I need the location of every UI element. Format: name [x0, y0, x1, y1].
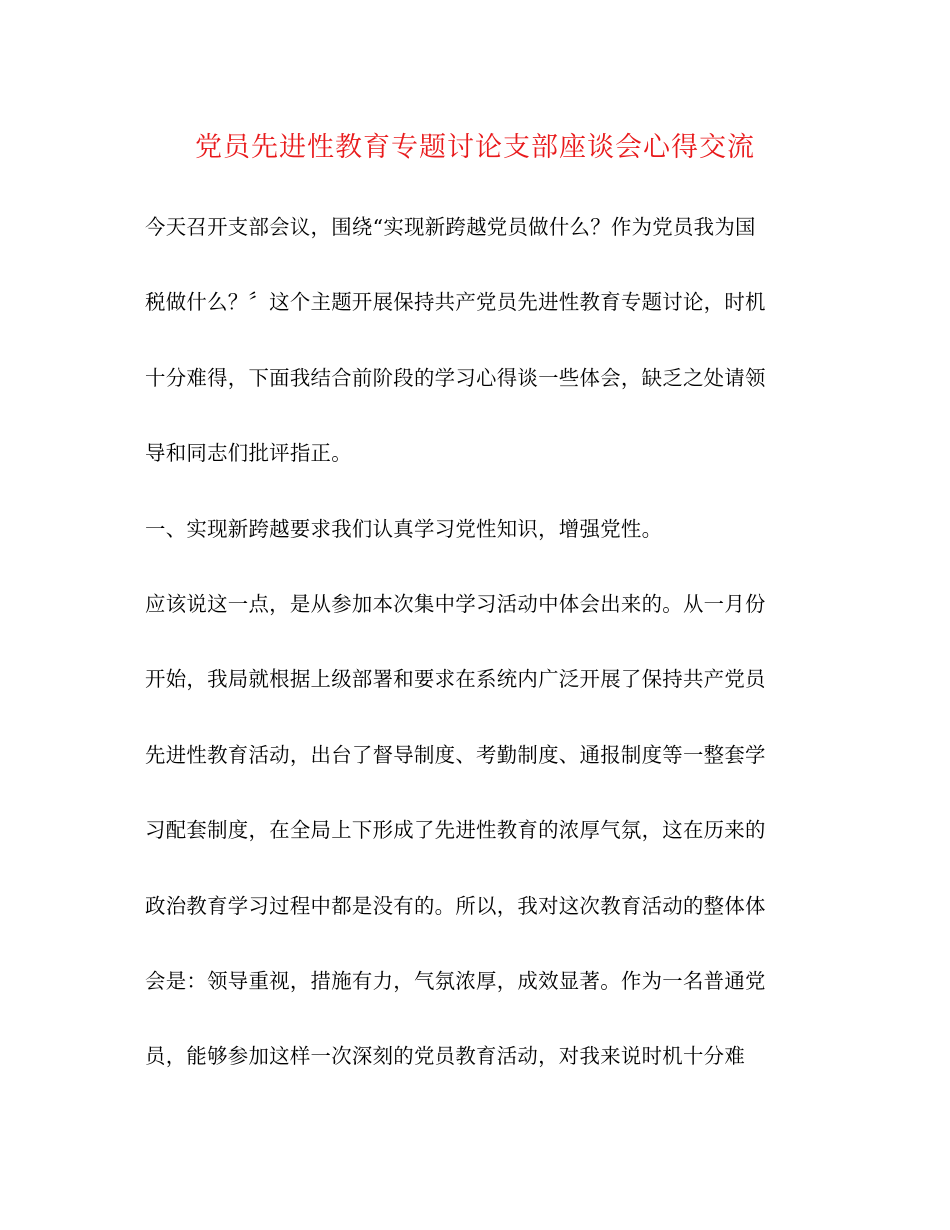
paragraph-line: 开始，我局就根据上级部署和要求在系统内广泛开展了保持共产党员	[145, 667, 766, 692]
paragraph-line: 员，能够参加这样一次深刻的党员教育活动，对我来说时机十分难	[145, 1044, 746, 1069]
paragraph-line: 十分难得，下面我结合前阶段的学习心得谈一些体会，缺乏之处请领	[145, 365, 766, 390]
paragraph-line: 先进性教育活动，出台了督导制度、考勤制度、通报制度等一整套学	[145, 742, 766, 767]
paragraph-line: 应该说这一点，是从参加本次集中学习活动中体会出来的。从一月份	[145, 591, 766, 616]
paragraph-line: 政治教育学习过程中都是没有的。所以，我对这次教育活动的整体体	[145, 893, 766, 918]
paragraph-line: 一、实现新跨越要求我们认真学习党性知识，增强党性。	[145, 516, 663, 541]
document-title: 党员先进性教育专题讨论支部座谈会心得交流	[195, 132, 755, 163]
paragraph-line: 会是：领导重视，措施有力，气氛浓厚，成效显著。作为一名普通党	[145, 968, 766, 993]
paragraph-line: 税做什么？〞这个主题开展保持共产党员先进性教育专题讨论，时机	[145, 290, 766, 315]
paragraph-line: 习配套制度，在全局上下形成了先进性教育的浓厚气氛，这在历来的	[145, 818, 766, 843]
paragraph-line: 今天召开支部会议，围绕“实现新跨越党员做什么？作为党员我为国	[145, 215, 756, 239]
paragraph-line: 导和同志们批评指正。	[145, 441, 352, 466]
document-body	[145, 209, 810, 1114]
